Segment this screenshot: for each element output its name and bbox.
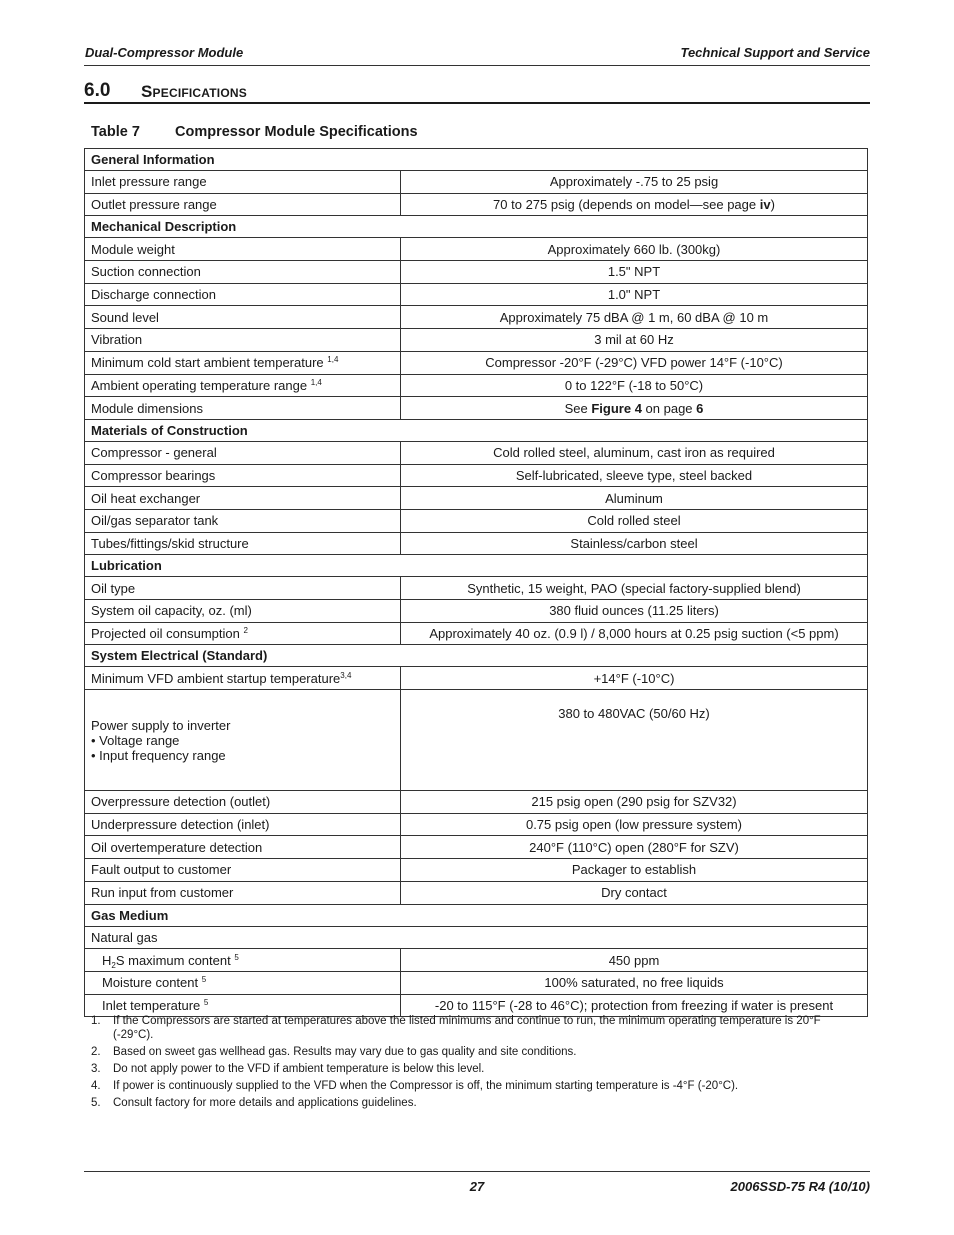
section-row-electrical <box>85 645 868 667</box>
row-label: System oil capacity, oz. (ml) <box>85 600 401 623</box>
row-value: Approximately 660 lb. (300kg) <box>401 238 868 261</box>
row-value: 0.75 psig open (low pressure system) <box>401 813 868 836</box>
row-label: Inlet pressure range <box>85 171 401 194</box>
row-value: 1.0" NPT <box>401 283 868 306</box>
footnote-ref: 2 <box>243 626 248 636</box>
note-item: 3. Do not apply power to the VFD if ambient temperature is below this level. <box>91 1063 485 1075</box>
table-row <box>85 487 868 510</box>
row-label: Vibration <box>85 329 401 352</box>
table-row <box>85 397 868 420</box>
row-value: Synthetic, 15 weight, PAO (special factory-supplied blend) <box>401 577 868 600</box>
row-value: -20 to 115°F (-28 to 46°C); protection from freezing if water is present <box>401 994 868 1017</box>
section-label: Materials of Construction <box>85 419 868 441</box>
document-id: 2006SSD-75 R4 (10/10) <box>730 1179 870 1194</box>
table-row <box>85 971 868 994</box>
footnote-ref: 3,4 <box>340 670 352 680</box>
row-value: 0 to 122°F (-18 to 50°C) <box>401 374 868 397</box>
section-label: General Information <box>85 149 868 171</box>
table-row <box>85 667 868 690</box>
row-value: 70 to 275 psig (depends on model—see page iv) <box>401 193 868 216</box>
section-row-gas <box>85 904 868 926</box>
row-label: Fault output to customer <box>85 859 401 882</box>
row-value: +14°F (-10°C) <box>401 667 868 690</box>
row-label: Tubes/fittings/skid structure <box>85 532 401 555</box>
table-notes <box>91 1014 851 1113</box>
section-heading <box>84 80 870 104</box>
row-label: Ambient operating temperature range $^{1,4}$ <box>85 374 401 397</box>
page-reference[interactable]: iv <box>759 197 771 213</box>
header-left: Dual-Compressor Module <box>85 45 244 60</box>
section-title: Specifications <box>141 82 247 101</box>
header-rule <box>84 65 870 66</box>
row-label: Underpressure detection (inlet) <box>85 813 401 836</box>
row-value: Compressor -20°F (-29°C) VFD power 14°F (-10°C) <box>401 351 868 374</box>
section-number: 6.0 <box>84 80 111 101</box>
row-value: 3 mil at 60 Hz <box>401 329 868 352</box>
table-row <box>85 441 868 464</box>
section-label: Gas Medium <box>85 904 868 926</box>
row-label: Module dimensions <box>85 397 401 420</box>
row-value: Cold rolled steel <box>401 509 868 532</box>
table-row <box>85 351 868 374</box>
footnote-ref: 5 <box>203 997 209 1007</box>
table-title: Compressor Module Specifications <box>175 124 418 140</box>
spec-table <box>84 148 868 1017</box>
row-label: Module weight <box>85 238 401 261</box>
table-row <box>85 532 868 555</box>
table-row <box>85 881 868 904</box>
footnote-ref: 1,4 <box>310 377 322 387</box>
table-row <box>85 577 868 600</box>
row-label: Run input from customer <box>85 881 401 904</box>
table-row <box>85 283 868 306</box>
table-row <box>85 306 868 329</box>
table-row <box>85 238 868 261</box>
table-row <box>85 791 868 814</box>
row-value: Approximately 40 oz. (0.9 l) / 8,000 hours at 0.25 psig suction (<5 ppm) <box>401 622 868 645</box>
row-value: See Figure 4 on page 6 <box>401 397 868 420</box>
row-value: 1.5" NPT <box>401 261 868 284</box>
section-row-lubrication <box>85 555 868 577</box>
note-item: 4. If power is continuously supplied to the VFD when the Compressor is off, the minimum starting temperature is -4°F (-20°C). <box>91 1080 739 1092</box>
row-value: Dry contact <box>401 881 868 904</box>
row-label: $H_2S$ maximum content $^5$ <box>85 949 401 972</box>
row-label: Suction connection <box>85 261 401 284</box>
table-caption <box>91 124 418 140</box>
table-row <box>85 509 868 532</box>
row-value: Approximately 75 dBA @ 1 m, 60 dBA @ 10 m <box>401 306 868 329</box>
row-label: Moisture content $^5$ <box>85 971 401 994</box>
row-label: Oil/gas separator tank <box>85 509 401 532</box>
row-value: Self-lubricated, sleeve type, steel backed <box>401 464 868 487</box>
row-value: 215 psig open (290 psig for SZV32) <box>401 791 868 814</box>
footnote-ref: 5 <box>201 975 207 985</box>
table-row <box>85 261 868 284</box>
row-label: Overpressure detection (outlet) <box>85 791 401 814</box>
row-value: Cold rolled steel, aluminum, cast iron as required <box>401 441 868 464</box>
row-label: Compressor - general <box>85 441 401 464</box>
row-label: Minimum cold start ambient temperature $^{1,4}$ <box>85 351 401 374</box>
section-label: System Electrical (Standard) <box>85 645 868 667</box>
table-row <box>85 329 868 352</box>
table-row <box>85 464 868 487</box>
row-value: 450 ppm <box>401 949 868 972</box>
row-value: 380 fluid ounces (11.25 liters) <box>401 600 868 623</box>
figure-reference[interactable]: Figure 4 <box>591 400 642 416</box>
table-row <box>85 622 868 645</box>
table-row <box>85 926 868 949</box>
row-label: Compressor bearings <box>85 464 401 487</box>
section-row-general <box>85 149 868 171</box>
row-label: Natural gas <box>85 926 868 949</box>
row-value: Approximately -.75 to 25 psig <box>401 171 868 194</box>
table-row <box>85 836 868 859</box>
table-row <box>85 193 868 216</box>
table-row <box>85 374 868 397</box>
table-number: Table 7 <box>91 124 140 140</box>
section-label: Mechanical Description <box>85 216 868 238</box>
row-value: 100% saturated, no free liquids <box>401 971 868 994</box>
bullet-item: • Input frequency range <box>91 747 226 763</box>
table-row <box>85 859 868 882</box>
table-row <box>85 171 868 194</box>
bullet-item: • Voltage range <box>91 732 180 748</box>
row-label: Oil overtemperature detection <box>85 836 401 859</box>
table-row <box>85 600 868 623</box>
page-reference[interactable]: 6 <box>696 400 704 416</box>
section-label: Lubrication <box>85 555 868 577</box>
row-value: 380 to 480VAC (50/60 Hz) <box>401 690 868 791</box>
row-label: Oil heat exchanger <box>85 487 401 510</box>
row-value: Aluminum <box>401 487 868 510</box>
table-row <box>85 949 868 972</box>
row-label: Minimum VFD ambient startup temperature$^{3,4}$ <box>85 667 401 690</box>
row-label: Inlet temperature $^5$ <box>85 994 401 1017</box>
header-right: Technical Support and Service <box>680 45 870 60</box>
note-item: 1. If the Compressors are started at temperatures above the listed minimums and continue to run, the minimum operating temperature is 20°F (-29°C). <box>91 1015 821 1041</box>
section-row-materials <box>85 419 868 441</box>
row-value: 240°F (110°C) open (280°F for SZV) <box>401 836 868 859</box>
section-row-mechanical <box>85 216 868 238</box>
footer-rule <box>84 1171 870 1172</box>
row-label: Power supply to inverter • Voltage range • Input frequency range <box>85 690 401 791</box>
footnote-ref: 5 <box>234 952 239 962</box>
table-row <box>85 690 868 791</box>
row-value: Packager to establish <box>401 859 868 882</box>
note-item: 5. Consult factory for more details and applications guidelines. <box>91 1097 417 1109</box>
note-item: 2. Based on sweet gas wellhead gas. Results may vary due to gas quality and site conditions. <box>91 1046 577 1058</box>
row-label: Outlet pressure range <box>85 193 401 216</box>
row-label: Sound level <box>85 306 401 329</box>
row-value: Stainless/carbon steel <box>401 532 868 555</box>
footnote-ref: 1,4 <box>327 355 339 365</box>
row-label: Oil type <box>85 577 401 600</box>
row-label: Projected oil consumption $^2$ <box>85 622 401 645</box>
table-row <box>85 813 868 836</box>
row-label: Discharge connection <box>85 283 401 306</box>
page-number: 27 <box>469 1179 485 1194</box>
